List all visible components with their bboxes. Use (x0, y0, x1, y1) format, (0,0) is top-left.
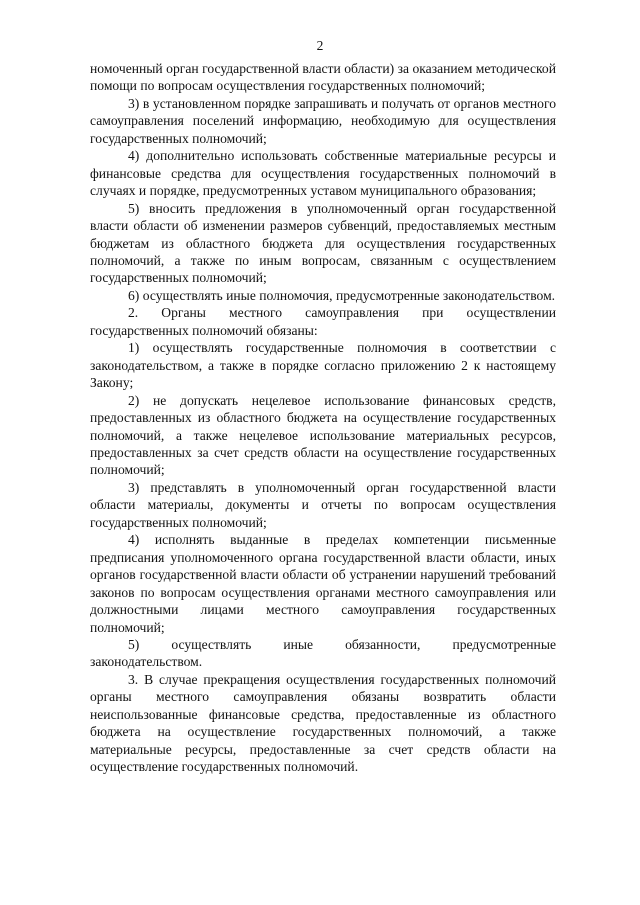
paragraph-duty-2: 2) не допускать нецелевое использование финансовых средств, предоставленных из областного бюджета на осуществление государственных полномочий, а также нецелевое использование материальных ресурсов, предоставленных за счет средств области на осуществление государственных полномочий; (90, 392, 556, 478)
document-body (90, 60, 556, 776)
paragraph-item-4: 4) дополнительно использовать собственные материальные ресурсы и финансовые средства для осуществления государственных полномочий в случаях и порядке, предусмотренных уставом муниципального образования; (90, 148, 556, 199)
paragraph-item-5: 5) вносить предложения в уполномоченный орган государственной власти области об изменении размеров субвенций, предоставляемых местным бюджетам из областного бюджета для осуществления государственных полномочий, а также по иным вопросам, связанным с осуществлением государственных полномочий; (90, 200, 556, 286)
paragraph-section-3: 3. В случае прекращения осуществления государственных полномочий органы местного самоуправления обязаны возвратить области неиспользованные финансовые средства, предоставленные из областного бюджета на осуществление государственных полномочий, а также материальные ресурсы, предоставленные за счет средств области на осуществление государственных полномочий. (90, 671, 556, 775)
paragraph-duty-5: 5) осуществлять иные обязанности, предусмотренные законодательством. (90, 636, 556, 670)
paragraph-item-3: 3) в установленном порядке запрашивать и получать от органов местного самоуправления поселений информацию, необходимую для осуществления государственных полномочий; (90, 95, 556, 146)
paragraph-duty-4: 4) исполнять выданные в пределах компетенции письменные предписания уполномоченного органа государственной власти области, иных органов государственной власти области об устранении нарушений требований законов по вопросам осуществления органами местного самоуправления или должностными лицами местного самоуправления государственных полномочий; (90, 532, 556, 635)
paragraph-continuation: номоченный орган государственной власти области) за оказанием методической помощи по вопросам осуществления государственных полномочий; (90, 61, 556, 94)
paragraph-item-6: 6) осуществлять иные полномочия, предусмотренные законодательством. (128, 287, 556, 303)
paragraph-section-2: 2. Органы местного самоуправления при осуществлении государственных полномочий обязаны: (90, 305, 556, 338)
paragraph-duty-3: 3) представлять в уполномоченный орган государственной власти области материалы, документы и отчеты по вопросам осуществления государственных полномочий; (90, 479, 556, 530)
page-number: 2 (316, 38, 324, 53)
paragraph-duty-1: 1) осуществлять государственные полномочия в соответствии с законодательством, а также в порядке согласно приложению 2 к настоящему Закону; (90, 340, 556, 391)
